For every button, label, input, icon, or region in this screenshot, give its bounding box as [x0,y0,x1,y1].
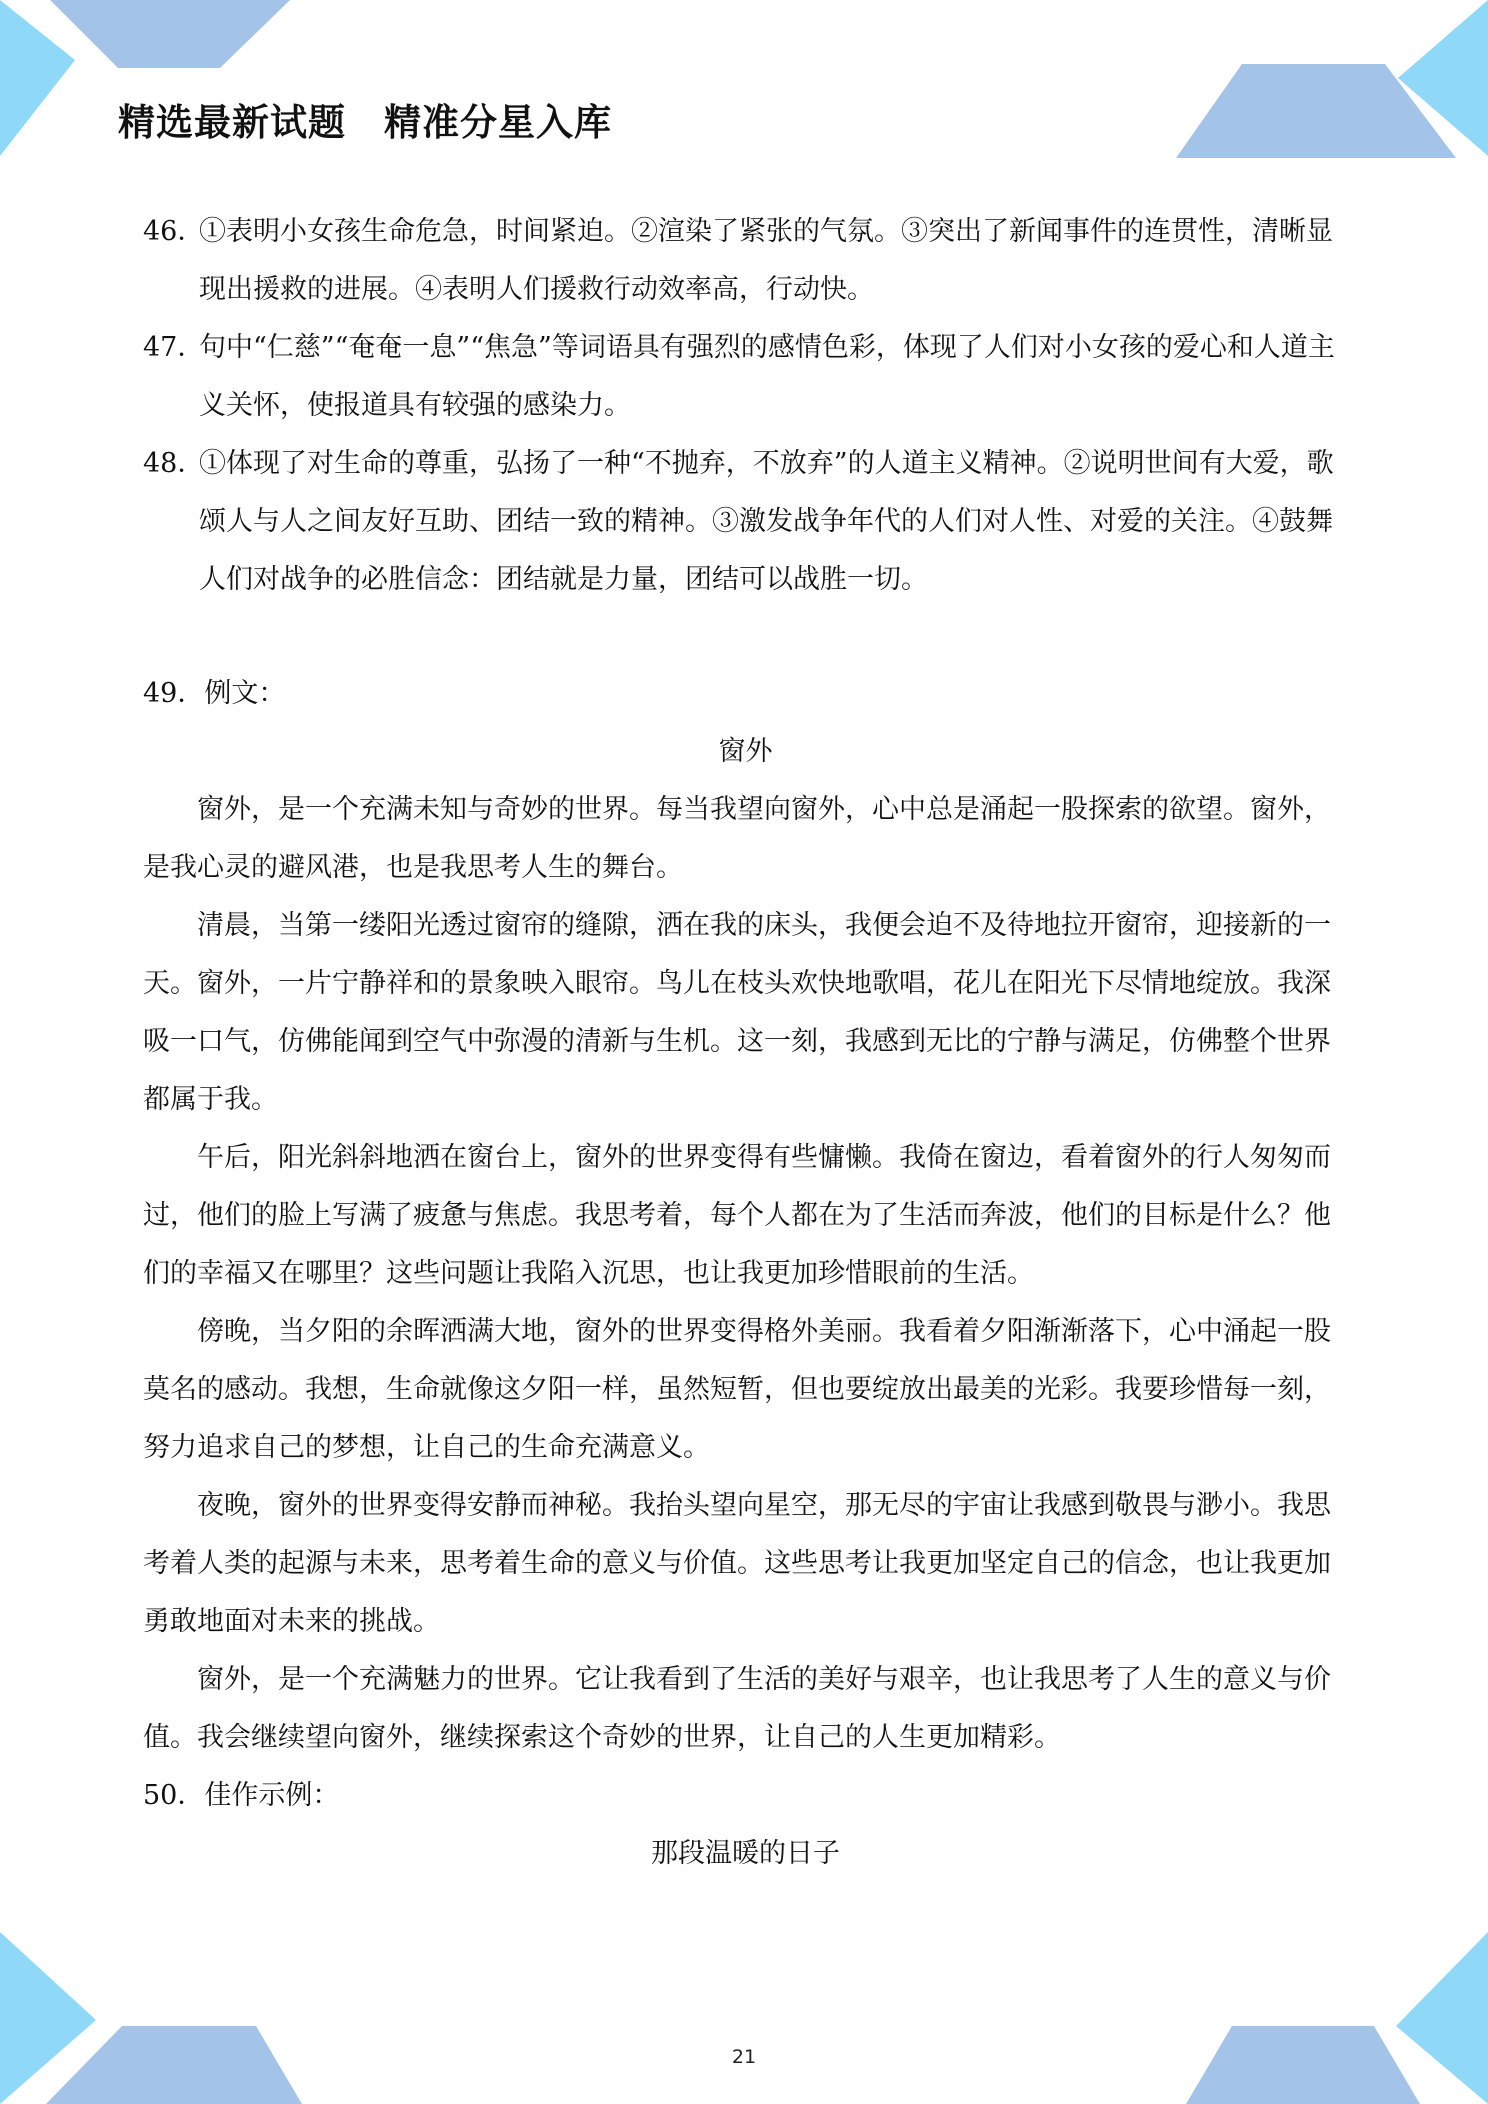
answer-number: 46． [143,216,205,247]
essay-title: 那段温暖的日子 [651,1838,840,1869]
answer-number: 48． [143,448,205,479]
answer-text: ①体现了对生命的尊重，弘扬了一种“不抛弃，不放弃”的人道主义精神。②说明世间有大爱，歌颂人与人之间友好互助、团结一致的精神。③激发战争年代的人们对人性、对爱的关注。④鼓舞人们对战争的必胜信念：团结就是力量，团结可以战胜一切。 [199,448,1334,595]
top-left-trapezoid-shape [50,0,290,68]
essay-title: 窗外 [718,736,773,767]
top-left-triangle-shape [0,0,75,156]
spacer [143,609,1348,665]
question-50-label: 50．佳作示例： [143,1780,340,1811]
page-number: 21 [731,2046,757,2068]
answer-text: 句中“仁慈”“奄奄一息”“焦急”等词语具有强烈的感情色彩，体现了人们对小女孩的爱心和人道主义关怀，使报道具有较强的感染力。 [199,332,1335,421]
essay-paragraph: 清晨，当第一缕阳光透过窗帘的缝隙，洒在我的床头，我便会迫不及待地拉开窗帘，迎接新的一天。窗外，一片宁静祥和的景象映入眼帘。鸟儿在枝头欢快地歌唱，花儿在阳光下尽情地绽放。我深吸一口气，仿佛能闻到空气中弥漫的清新与生机。这一刻，我感到无比的宁静与满足，仿佛整个世界都属于我。 [143,910,1331,1115]
essay-paragraph: 窗外，是一个充满未知与奇妙的世界。每当我望向窗外，心中总是涌起一股探索的欲望。窗外，是我心灵的避风港，也是我思考人生的舞台。 [143,794,1331,883]
top-right-trapezoid-shape [1176,64,1456,158]
bottom-left-triangle-shape [0,1932,96,2104]
answer-48 [143,435,1348,609]
question-49-label: 49．例文： [143,678,286,709]
header-title: 精选最新试题 精准分星入库 [118,101,612,144]
document-body [143,203,1348,1883]
top-right-triangle-shape [1398,0,1488,156]
answer-text: ①表明小女孩生命危急，时间紧迫。②渲染了紧张的气氛。③突出了新闻事件的连贯性，清晰显现出援救的进展。④表明人们援救行动效率高，行动快。 [199,216,1333,305]
answer-number: 47． [143,332,205,363]
essay-paragraph: 窗外，是一个充满魅力的世界。它让我看到了生活的美好与艰辛，也让我思考了人生的意义与价值。我会继续望向窗外，继续探索这个奇妙的世界，让自己的人生更加精彩。 [143,1664,1331,1753]
essay-paragraph: 夜晚，窗外的世界变得安静而神秘。我抬头望向星空，那无尽的宇宙让我感到敬畏与渺小。我思考着人类的起源与未来，思考着生命的意义与价值。这些思考让我更加坚定自己的信念，也让我更加勇敢地面对未来的挑战。 [143,1490,1331,1637]
bottom-right-triangle-shape [1396,1932,1488,2104]
essay-paragraph: 午后，阳光斜斜地洒在窗台上，窗外的世界变得有些慵懒。我倚在窗边，看着窗外的行人匆匆而过，他们的脸上写满了疲惫与焦虑。我思考着，每个人都在为了生活而奔波，他们的目标是什么？他们的幸福又在哪里？这些问题让我陷入沉思，也让我更加珍惜眼前的生活。 [143,1142,1331,1289]
answer-46 [143,203,1348,319]
essay-paragraph: 傍晚，当夕阳的余晖洒满大地，窗外的世界变得格外美丽。我看着夕阳渐渐落下，心中涌起一股莫名的感动。我想，生命就像这夕阳一样，虽然短暂，但也要绽放出最美的光彩。我要珍惜每一刻，努力追求自己的梦想，让自己的生命充满意义。 [143,1316,1331,1463]
answer-47 [143,319,1348,435]
